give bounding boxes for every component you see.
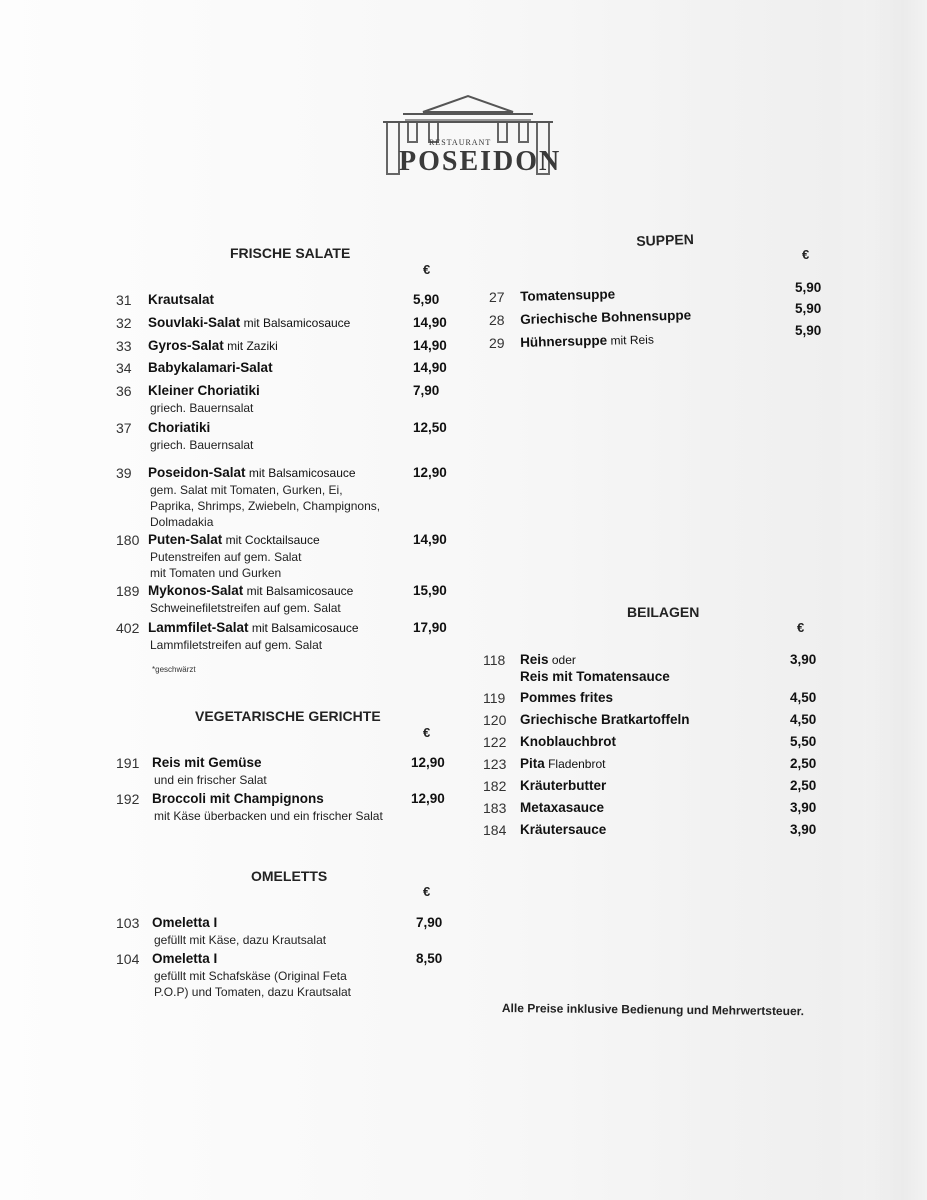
euro-header-omeletts: € [423,884,431,899]
item-description: griech. Bauernsalat [150,401,254,415]
item-price: 15,90 [413,583,447,598]
item-name-text: Puten-Salat [148,532,223,547]
section-title-suppen: SUPPEN [636,230,695,249]
section-title-frische-salate: FRISCHE SALATE [230,245,351,261]
restaurant-logo [383,94,562,186]
item-price: 2,50 [790,756,817,771]
item-price: 3,90 [790,800,817,815]
item-name-text: Poseidon-Salat [148,465,246,480]
item-price: 14,90 [413,338,447,353]
item-number: 184 [483,822,507,838]
item-name [152,951,217,966]
item-name-text: Kleiner Choriatiki [148,383,260,398]
item-number: 28 [489,312,505,328]
item-name [148,338,278,353]
euro-header-salate: € [423,262,431,277]
item-name-text: Kräuterbutter [520,778,607,793]
item-price: 7,90 [413,383,440,398]
item-name [148,383,260,398]
item-name-text: Pita [520,756,545,771]
item-description: Lammfiletstreifen auf gem. Salat [150,638,323,652]
item-name-text: Babykalamari-Salat [148,360,273,375]
item-number: 402 [116,620,140,636]
item-number: 122 [483,734,507,750]
item-name-text: Choriatiki [148,420,211,435]
price-note-footer: Alle Preise inklusive Bedienung und Mehrwertsteuer. [501,1001,805,1019]
item-name [520,712,690,727]
item-number: 123 [483,756,507,772]
logo-subtitle: RESTAURANT [429,138,492,147]
item-price: 12,90 [413,465,447,480]
item-price: 5,90 [795,280,822,295]
item-description: gefüllt mit Käse, dazu Krautsalat [154,933,327,947]
item-description: griech. Bauernsalat [150,438,254,452]
item-description: Paprika, Shrimps, Zwiebeln, Champignons, [150,499,381,513]
item-name [520,756,605,771]
section-title-omeletts: OMELETTS [251,868,328,884]
section-title-beilagen: BEILAGEN [627,604,700,620]
euro-header-vegetarisch: € [423,725,431,740]
item-number: 33 [116,338,132,354]
item-name-suffix: mit Reis [607,332,655,348]
item-price: 5,50 [790,734,817,749]
item-price: 14,90 [413,532,447,547]
item-name [148,360,273,375]
item-name-suffix: Fladenbrot [544,757,606,771]
item-name-text: Hühnersuppe [520,332,608,350]
item-price: 7,90 [416,915,443,930]
item-price: 2,50 [790,778,817,793]
item-name [152,755,262,770]
item-name-text: Reis mit Gemüse [152,755,262,770]
item-name-text: Lammfilet-Salat [148,620,249,635]
item-name-text: Broccoli mit Champignons [152,791,324,806]
item-number: 180 [116,532,140,548]
item-name-text: Gyros-Salat [148,338,224,353]
item-name [152,915,217,930]
item-price: 5,90 [795,301,822,316]
item-name [148,315,350,330]
item-description: Dolmadakia [150,515,214,529]
item-description: mit Tomaten und Gurken [150,566,282,580]
item-number: 191 [116,755,140,771]
item-name-suffix: mit Zaziki [223,339,278,353]
item-name-text: Metaxasauce [520,800,605,815]
item-name [148,583,353,598]
item-price: 12,90 [411,755,445,770]
page-edge-shadow [865,0,927,1200]
euro-header-suppen: € [802,247,810,262]
item-number: 37 [116,420,132,436]
item-name [520,287,615,304]
item-number: 29 [489,335,505,351]
item-description: und ein frischer Salat [154,773,267,787]
item-number: 189 [116,583,140,599]
item-name [520,778,606,793]
item-number: 104 [116,951,140,967]
item-number: 34 [116,360,132,376]
section-title-vegetarisch: VEGETARISCHE GERICHTE [195,708,381,724]
item-name-text: Omeletta I [152,915,218,930]
item-number: 119 [483,690,506,706]
item-name-suffix: oder [548,653,576,667]
item-name-text: Griechische Bohnensuppe [520,307,692,327]
item-description: gefüllt mit Schafskäse (Original Feta [154,969,347,983]
item-name-text: Pommes frites [520,690,614,705]
item-price: 17,90 [413,620,447,635]
item-name-text: Knoblauchbrot [520,734,616,749]
item-description: Schweinefiletstreifen auf gem. Salat [150,601,341,615]
item-number: 192 [116,791,140,807]
item-number: 118 [483,652,506,668]
item-number: 183 [483,800,507,816]
item-name [152,791,324,806]
item-name [148,420,210,435]
euro-header-beilagen: € [797,620,805,635]
item-number: 27 [489,289,505,305]
item-name-text: Mykonos-Salat [148,583,244,598]
item-number: 103 [116,915,140,931]
item-name [148,620,359,635]
item-number: 182 [483,778,507,794]
item-price: 12,50 [413,420,447,435]
item-name [148,532,320,547]
item-price: 12,90 [411,791,445,806]
item-price: 14,90 [413,360,447,375]
item-price: 4,50 [790,690,817,705]
item-name-suffix: mit Balsamicosauce [248,621,359,635]
item-number: 120 [483,712,507,728]
item-name-text: Reis [520,652,549,667]
item-price: 8,50 [416,951,443,966]
item-name-text: Krautsalat [148,292,215,307]
item-name-text: Omeletta I [152,951,218,966]
item-name [148,465,356,480]
item-name-text: Kräutersauce [520,822,607,837]
item-description: mit Käse überbacken und ein frischer Salat [154,809,383,823]
item-name-suffix: mit Balsamicosauce [240,316,351,330]
item-description: Putenstreifen auf gem. Salat [150,550,302,564]
item-number: 36 [116,383,132,399]
item-name-text: Souvlaki-Salat [148,315,241,330]
item-name-suffix: mit Balsamicosauce [243,584,354,598]
item-name [520,652,576,667]
item-price: 3,90 [790,822,817,837]
item-name [520,822,606,837]
item-name-suffix: mit Balsamicosauce [245,466,356,480]
item-number: 31 [116,292,132,308]
item-price: 14,90 [413,315,447,330]
item-name-suffix: mit Cocktailsauce [222,533,320,547]
item-name-text: Griechische Bratkartoffeln [520,712,690,727]
footnote-geschwaerzt: *geschwärzt [152,665,196,674]
item-number: 32 [116,315,132,331]
item-name-line2: Reis mit Tomatensauce [520,669,670,684]
item-name [520,800,604,815]
item-name-text: Tomatensuppe [520,286,616,304]
item-name [520,690,613,705]
item-description: P.O.P) und Tomaten, dazu Krautsalat [154,985,352,999]
item-price: 5,90 [795,323,822,338]
logo-name: POSEIDON [399,146,562,177]
item-number: 39 [116,465,132,481]
item-name [148,292,214,307]
item-price: 3,90 [790,652,817,667]
item-name [520,734,616,749]
item-price: 4,50 [790,712,817,727]
item-price: 5,90 [413,292,440,307]
item-description: gem. Salat mit Tomaten, Gurken, Ei, [150,483,343,497]
